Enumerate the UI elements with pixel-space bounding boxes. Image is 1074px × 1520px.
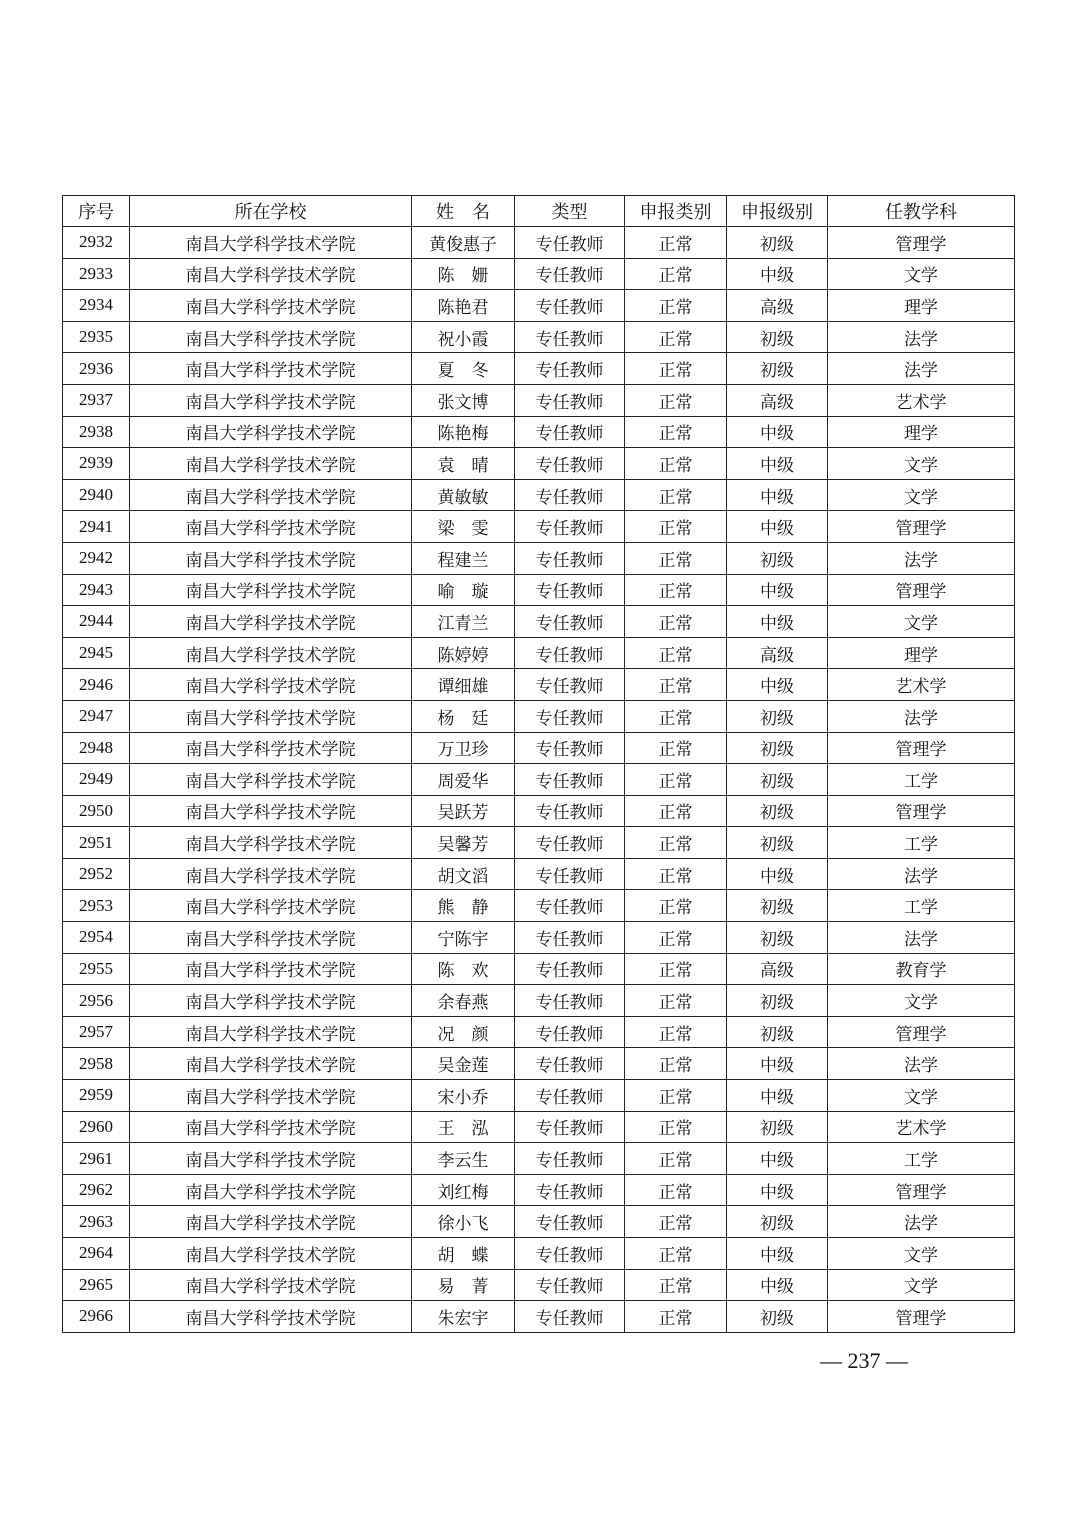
name-cell: 程建兰 [412, 542, 515, 574]
name-cell: 万卫珍 [412, 732, 515, 764]
school-cell: 南昌大学科学技术学院 [130, 922, 412, 954]
table-row [63, 795, 1015, 827]
table-body [63, 227, 1015, 1333]
category-cell: 正常 [625, 922, 727, 954]
school-cell: 南昌大学科学技术学院 [130, 384, 412, 416]
table-row [63, 764, 1015, 796]
school-cell: 南昌大学科学技术学院 [130, 574, 412, 606]
subject-cell: 工学 [828, 890, 1015, 922]
school-cell: 南昌大学科学技术学院 [130, 542, 412, 574]
type-cell: 专任教师 [515, 764, 625, 796]
table-row [63, 637, 1015, 669]
subject-cell: 法学 [828, 700, 1015, 732]
name-cell: 胡文滔 [412, 858, 515, 890]
table-row [63, 574, 1015, 606]
table-row [63, 700, 1015, 732]
type-cell: 专任教师 [515, 606, 625, 638]
name-cell: 易 菁 [412, 1269, 515, 1301]
type-cell: 专任教师 [515, 290, 625, 322]
table-row [63, 953, 1015, 985]
school-cell: 南昌大学科学技术学院 [130, 416, 412, 448]
type-cell: 专任教师 [515, 827, 625, 859]
category-cell: 正常 [625, 1174, 727, 1206]
level-cell: 初级 [727, 985, 828, 1017]
name-cell: 宋小乔 [412, 1080, 515, 1112]
name-cell: 陈艳梅 [412, 416, 515, 448]
name-cell: 杨 廷 [412, 700, 515, 732]
school-cell: 南昌大学科学技术学院 [130, 511, 412, 543]
type-cell: 专任教师 [515, 985, 625, 1017]
type-cell: 专任教师 [515, 890, 625, 922]
subject-cell: 法学 [828, 1048, 1015, 1080]
category-cell: 正常 [625, 479, 727, 511]
serial-cell: 2962 [63, 1174, 130, 1206]
level-cell: 中级 [727, 858, 828, 890]
subject-cell: 教育学 [828, 953, 1015, 985]
school-cell: 南昌大学科学技术学院 [130, 1048, 412, 1080]
subject-cell: 文学 [828, 1238, 1015, 1270]
level-cell: 初级 [727, 827, 828, 859]
category-cell: 正常 [625, 669, 727, 701]
level-cell: 中级 [727, 669, 828, 701]
level-cell: 中级 [727, 574, 828, 606]
category-cell: 正常 [625, 700, 727, 732]
subject-cell: 工学 [828, 1143, 1015, 1175]
school-cell: 南昌大学科学技术学院 [130, 479, 412, 511]
name-cell: 吴金莲 [412, 1048, 515, 1080]
school-cell: 南昌大学科学技术学院 [130, 858, 412, 890]
subject-cell: 工学 [828, 827, 1015, 859]
table-row [63, 985, 1015, 1017]
type-cell: 专任教师 [515, 258, 625, 290]
level-cell: 初级 [727, 795, 828, 827]
table-row [63, 542, 1015, 574]
type-cell: 专任教师 [515, 574, 625, 606]
level-cell: 初级 [727, 922, 828, 954]
category-cell: 正常 [625, 1238, 727, 1270]
type-cell: 专任教师 [515, 1301, 625, 1333]
table-row [63, 227, 1015, 259]
school-cell: 南昌大学科学技术学院 [130, 669, 412, 701]
type-cell: 专任教师 [515, 1016, 625, 1048]
level-cell: 中级 [727, 1269, 828, 1301]
subject-cell: 文学 [828, 479, 1015, 511]
type-cell: 专任教师 [515, 1080, 625, 1112]
school-cell: 南昌大学科学技术学院 [130, 1143, 412, 1175]
school-cell: 南昌大学科学技术学院 [130, 1080, 412, 1112]
level-cell: 高级 [727, 637, 828, 669]
subject-cell: 管理学 [828, 1016, 1015, 1048]
name-cell: 胡 蝶 [412, 1238, 515, 1270]
table-row [63, 858, 1015, 890]
table-row [63, 1174, 1015, 1206]
school-cell: 南昌大学科学技术学院 [130, 1301, 412, 1333]
name-cell: 李云生 [412, 1143, 515, 1175]
level-cell: 初级 [727, 1016, 828, 1048]
category-cell: 正常 [625, 1048, 727, 1080]
school-cell: 南昌大学科学技术学院 [130, 764, 412, 796]
type-cell: 专任教师 [515, 448, 625, 480]
serial-cell: 2934 [63, 290, 130, 322]
type-cell: 专任教师 [515, 1143, 625, 1175]
type-cell: 专任教师 [515, 1111, 625, 1143]
name-cell: 陈婷婷 [412, 637, 515, 669]
school-cell: 南昌大学科学技术学院 [130, 1111, 412, 1143]
serial-cell: 2946 [63, 669, 130, 701]
level-cell: 中级 [727, 1143, 828, 1175]
subject-cell: 理学 [828, 637, 1015, 669]
subject-cell: 艺术学 [828, 669, 1015, 701]
level-cell: 中级 [727, 1048, 828, 1080]
category-cell: 正常 [625, 321, 727, 353]
category-cell: 正常 [625, 384, 727, 416]
type-cell: 专任教师 [515, 479, 625, 511]
school-cell: 南昌大学科学技术学院 [130, 985, 412, 1017]
serial-cell: 2944 [63, 606, 130, 638]
serial-cell: 2950 [63, 795, 130, 827]
table-row [63, 1301, 1015, 1333]
category-cell: 正常 [625, 637, 727, 669]
type-cell: 专任教师 [515, 542, 625, 574]
name-cell: 吴跃芳 [412, 795, 515, 827]
school-cell: 南昌大学科学技术学院 [130, 1016, 412, 1048]
subject-cell: 管理学 [828, 1174, 1015, 1206]
subject-cell: 法学 [828, 542, 1015, 574]
name-cell: 余春燕 [412, 985, 515, 1017]
subject-cell: 管理学 [828, 227, 1015, 259]
subject-cell: 法学 [828, 353, 1015, 385]
type-cell: 专任教师 [515, 1206, 625, 1238]
serial-cell: 2953 [63, 890, 130, 922]
serial-cell: 2955 [63, 953, 130, 985]
subject-cell: 艺术学 [828, 384, 1015, 416]
name-cell: 刘红梅 [412, 1174, 515, 1206]
school-cell: 南昌大学科学技术学院 [130, 321, 412, 353]
serial-cell: 2949 [63, 764, 130, 796]
type-cell: 专任教师 [515, 637, 625, 669]
school-cell: 南昌大学科学技术学院 [130, 1206, 412, 1238]
table-row [63, 353, 1015, 385]
name-cell: 况 颜 [412, 1016, 515, 1048]
category-cell: 正常 [625, 827, 727, 859]
table-row [63, 448, 1015, 480]
type-cell: 专任教师 [515, 922, 625, 954]
school-cell: 南昌大学科学技术学院 [130, 637, 412, 669]
name-cell: 熊 静 [412, 890, 515, 922]
subject-cell: 工学 [828, 764, 1015, 796]
school-cell: 南昌大学科学技术学院 [130, 606, 412, 638]
type-cell: 专任教师 [515, 1174, 625, 1206]
type-cell: 专任教师 [515, 858, 625, 890]
serial-cell: 2945 [63, 637, 130, 669]
category-cell: 正常 [625, 227, 727, 259]
header-level: 申报级别 [727, 196, 828, 227]
school-cell: 南昌大学科学技术学院 [130, 890, 412, 922]
serial-cell: 2959 [63, 1080, 130, 1112]
serial-cell: 2965 [63, 1269, 130, 1301]
school-cell: 南昌大学科学技术学院 [130, 1269, 412, 1301]
serial-cell: 2957 [63, 1016, 130, 1048]
category-cell: 正常 [625, 606, 727, 638]
name-cell: 江青兰 [412, 606, 515, 638]
category-cell: 正常 [625, 1016, 727, 1048]
table-row [63, 827, 1015, 859]
category-cell: 正常 [625, 542, 727, 574]
serial-cell: 2947 [63, 700, 130, 732]
table-row [63, 321, 1015, 353]
category-cell: 正常 [625, 1269, 727, 1301]
subject-cell: 理学 [828, 290, 1015, 322]
level-cell: 高级 [727, 953, 828, 985]
serial-cell: 2933 [63, 258, 130, 290]
header-category: 申报类别 [625, 196, 727, 227]
category-cell: 正常 [625, 574, 727, 606]
level-cell: 初级 [727, 542, 828, 574]
teacher-roster-table [62, 195, 1015, 1333]
serial-cell: 2936 [63, 353, 130, 385]
name-cell: 张文博 [412, 384, 515, 416]
page-number: — 237 — [820, 1348, 908, 1373]
subject-cell: 管理学 [828, 574, 1015, 606]
table-row [63, 1143, 1015, 1175]
level-cell: 初级 [727, 890, 828, 922]
table-row [63, 1269, 1015, 1301]
category-cell: 正常 [625, 448, 727, 480]
name-cell: 喻 璇 [412, 574, 515, 606]
header-type: 类型 [515, 196, 625, 227]
category-cell: 正常 [625, 1206, 727, 1238]
type-cell: 专任教师 [515, 700, 625, 732]
header-school: 所在学校 [130, 196, 412, 227]
serial-cell: 2951 [63, 827, 130, 859]
school-cell: 南昌大学科学技术学院 [130, 827, 412, 859]
school-cell: 南昌大学科学技术学院 [130, 290, 412, 322]
serial-cell: 2966 [63, 1301, 130, 1333]
subject-cell: 管理学 [828, 511, 1015, 543]
school-cell: 南昌大学科学技术学院 [130, 700, 412, 732]
category-cell: 正常 [625, 1143, 727, 1175]
level-cell: 中级 [727, 1174, 828, 1206]
level-cell: 初级 [727, 1111, 828, 1143]
table-header [63, 196, 1015, 227]
subject-cell: 法学 [828, 321, 1015, 353]
category-cell: 正常 [625, 1080, 727, 1112]
name-cell: 夏 冬 [412, 353, 515, 385]
name-cell: 陈 姗 [412, 258, 515, 290]
subject-cell: 文学 [828, 985, 1015, 1017]
table-row [63, 1111, 1015, 1143]
subject-cell: 管理学 [828, 795, 1015, 827]
serial-cell: 2942 [63, 542, 130, 574]
type-cell: 专任教师 [515, 384, 625, 416]
type-cell: 专任教师 [515, 1048, 625, 1080]
serial-cell: 2937 [63, 384, 130, 416]
serial-cell: 2954 [63, 922, 130, 954]
category-cell: 正常 [625, 890, 727, 922]
name-cell: 袁 晴 [412, 448, 515, 480]
subject-cell: 文学 [828, 1269, 1015, 1301]
table-row [63, 416, 1015, 448]
level-cell: 初级 [727, 321, 828, 353]
level-cell: 初级 [727, 700, 828, 732]
subject-cell: 管理学 [828, 732, 1015, 764]
subject-cell: 艺术学 [828, 1111, 1015, 1143]
level-cell: 初级 [727, 227, 828, 259]
subject-cell: 理学 [828, 416, 1015, 448]
serial-cell: 2958 [63, 1048, 130, 1080]
level-cell: 初级 [727, 353, 828, 385]
school-cell: 南昌大学科学技术学院 [130, 258, 412, 290]
table-row [63, 1080, 1015, 1112]
category-cell: 正常 [625, 858, 727, 890]
name-cell: 宁陈宇 [412, 922, 515, 954]
type-cell: 专任教师 [515, 732, 625, 764]
level-cell: 高级 [727, 290, 828, 322]
table-row [63, 1048, 1015, 1080]
school-cell: 南昌大学科学技术学院 [130, 795, 412, 827]
type-cell: 专任教师 [515, 795, 625, 827]
table-row [63, 606, 1015, 638]
table-row [63, 669, 1015, 701]
subject-cell: 文学 [828, 258, 1015, 290]
serial-cell: 2963 [63, 1206, 130, 1238]
level-cell: 中级 [727, 1080, 828, 1112]
table-row [63, 384, 1015, 416]
serial-cell: 2935 [63, 321, 130, 353]
serial-cell: 2956 [63, 985, 130, 1017]
table-row [63, 479, 1015, 511]
type-cell: 专任教师 [515, 669, 625, 701]
name-cell: 谭细雄 [412, 669, 515, 701]
level-cell: 中级 [727, 416, 828, 448]
serial-cell: 2932 [63, 227, 130, 259]
category-cell: 正常 [625, 416, 727, 448]
name-cell: 吴馨芳 [412, 827, 515, 859]
school-cell: 南昌大学科学技术学院 [130, 353, 412, 385]
school-cell: 南昌大学科学技术学院 [130, 1238, 412, 1270]
type-cell: 专任教师 [515, 1238, 625, 1270]
category-cell: 正常 [625, 290, 727, 322]
level-cell: 中级 [727, 1238, 828, 1270]
table-row [63, 511, 1015, 543]
subject-cell: 法学 [828, 922, 1015, 954]
category-cell: 正常 [625, 353, 727, 385]
subject-cell: 法学 [828, 1206, 1015, 1238]
level-cell: 初级 [727, 764, 828, 796]
subject-cell: 管理学 [828, 1301, 1015, 1333]
subject-cell: 文学 [828, 1080, 1015, 1112]
category-cell: 正常 [625, 258, 727, 290]
type-cell: 专任教师 [515, 353, 625, 385]
type-cell: 专任教师 [515, 511, 625, 543]
header-name: 姓 名 [412, 196, 515, 227]
serial-cell: 2960 [63, 1111, 130, 1143]
type-cell: 专任教师 [515, 953, 625, 985]
level-cell: 初级 [727, 1301, 828, 1333]
table-row [63, 1238, 1015, 1270]
header-serial: 序号 [63, 196, 130, 227]
level-cell: 初级 [727, 732, 828, 764]
name-cell: 祝小霞 [412, 321, 515, 353]
name-cell: 黄俊惠子 [412, 227, 515, 259]
level-cell: 中级 [727, 511, 828, 543]
school-cell: 南昌大学科学技术学院 [130, 448, 412, 480]
school-cell: 南昌大学科学技术学院 [130, 953, 412, 985]
type-cell: 专任教师 [515, 1269, 625, 1301]
serial-cell: 2943 [63, 574, 130, 606]
name-cell: 朱宏宇 [412, 1301, 515, 1333]
type-cell: 专任教师 [515, 321, 625, 353]
table-row [63, 890, 1015, 922]
subject-cell: 法学 [828, 858, 1015, 890]
category-cell: 正常 [625, 953, 727, 985]
category-cell: 正常 [625, 764, 727, 796]
table-row [63, 922, 1015, 954]
table-row [63, 1016, 1015, 1048]
category-cell: 正常 [625, 795, 727, 827]
serial-cell: 2940 [63, 479, 130, 511]
level-cell: 中级 [727, 258, 828, 290]
name-cell: 陈艳君 [412, 290, 515, 322]
subject-cell: 文学 [828, 448, 1015, 480]
school-cell: 南昌大学科学技术学院 [130, 732, 412, 764]
type-cell: 专任教师 [515, 416, 625, 448]
name-cell: 黄敏敏 [412, 479, 515, 511]
serial-cell: 2938 [63, 416, 130, 448]
header-subject: 任教学科 [828, 196, 1015, 227]
name-cell: 梁 雯 [412, 511, 515, 543]
table-row [63, 1206, 1015, 1238]
school-cell: 南昌大学科学技术学院 [130, 1174, 412, 1206]
category-cell: 正常 [625, 511, 727, 543]
level-cell: 中级 [727, 606, 828, 638]
category-cell: 正常 [625, 1111, 727, 1143]
name-cell: 徐小飞 [412, 1206, 515, 1238]
serial-cell: 2961 [63, 1143, 130, 1175]
subject-cell: 文学 [828, 606, 1015, 638]
table-row [63, 290, 1015, 322]
name-cell: 王 泓 [412, 1111, 515, 1143]
level-cell: 初级 [727, 1206, 828, 1238]
serial-cell: 2964 [63, 1238, 130, 1270]
level-cell: 中级 [727, 479, 828, 511]
name-cell: 陈 欢 [412, 953, 515, 985]
serial-cell: 2952 [63, 858, 130, 890]
serial-cell: 2948 [63, 732, 130, 764]
category-cell: 正常 [625, 1301, 727, 1333]
level-cell: 中级 [727, 448, 828, 480]
table-row [63, 732, 1015, 764]
school-cell: 南昌大学科学技术学院 [130, 227, 412, 259]
name-cell: 周爱华 [412, 764, 515, 796]
serial-cell: 2941 [63, 511, 130, 543]
serial-cell: 2939 [63, 448, 130, 480]
category-cell: 正常 [625, 985, 727, 1017]
table-row [63, 258, 1015, 290]
category-cell: 正常 [625, 732, 727, 764]
level-cell: 高级 [727, 384, 828, 416]
header-row [63, 196, 1015, 227]
type-cell: 专任教师 [515, 227, 625, 259]
